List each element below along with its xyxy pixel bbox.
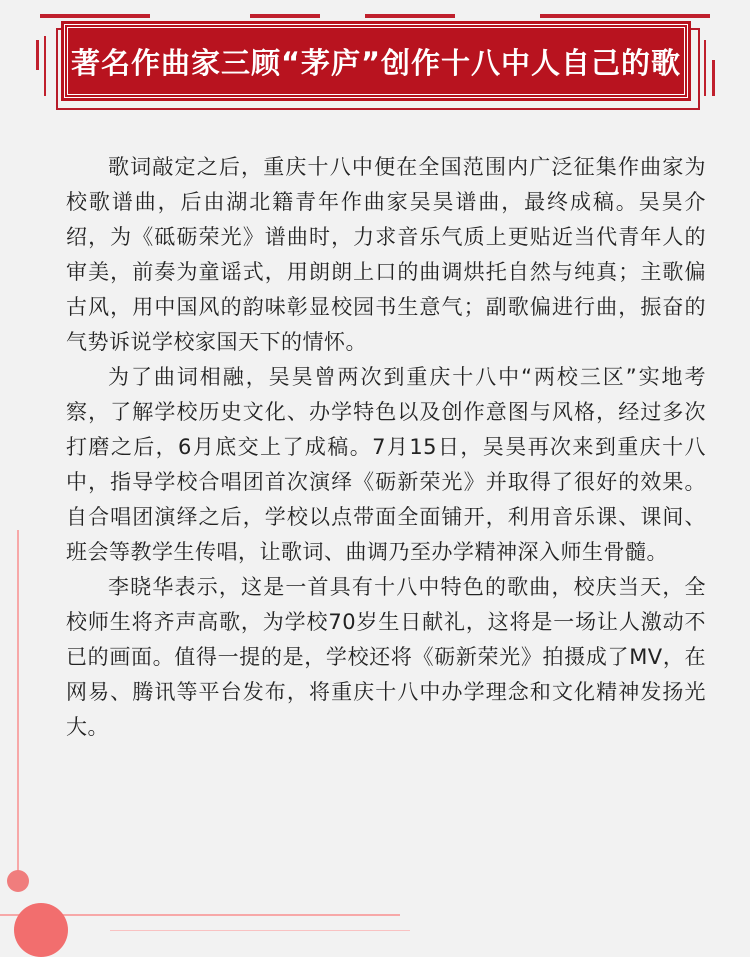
- article-paragraph-2: 为了曲词相融，吴昊曾两次到重庆十八中“两校三区”实地考察，了解学校历史文化、办学特色以及创作意图与风格，经过多次打磨之后，6月底交上了成稿。7月15日，吴昊再次来到重庆十八中，指导学校合唱团首次演绎《砺新荣光》并取得了很好的效果。自合唱团演绎之后，学校以点带面全面铺开，利用音乐课、课间、班会等教学生传唱，让歌词、曲调乃至办学精神深入师生骨髓。: [66, 365, 706, 564]
- article-paragraph-1: 歌词敲定之后，重庆十八中便在全国范围内广泛征集作曲家为校歌谱曲，后由湖北籍青年作曲家吴昊谱曲，最终成稿。吴昊介绍，为《砥砺荣光》谱曲时，力求音乐气质上更贴近当代青年人的审美，前奏为童谣式，用朗朗上口的曲调烘托自然与纯真；主歌偏古风，用中国风的韵味彰显校园书生意气；副歌偏进行曲，振奋的气势诉说学校家国天下的情怀。: [66, 155, 706, 354]
- top-dash-right: [365, 14, 455, 18]
- decor-vertical-line: [17, 530, 19, 880]
- top-dash-far-right: [540, 14, 710, 18]
- article-paragraph-3: 李晓华表示，这是一首具有十八中特色的歌曲，校庆当天，全校师生将齐声高歌，为学校70岁生日献礼，这将是一场让人激动不已的画面。值得一提的是，学校还将《砺新荣光》拍摄成了MV，在网易、腾讯等平台发布，将重庆十八中办学理念和文化精神发扬光大。: [66, 575, 706, 739]
- right-side-mark: [712, 60, 715, 96]
- article-body: [66, 150, 706, 745]
- decor-large-circle: [14, 903, 68, 957]
- decor-small-circle: [7, 870, 29, 892]
- decor-horizontal-line-2: [110, 930, 410, 931]
- left-side-mark-2: [44, 36, 46, 96]
- page-title: 著名作曲家三顾“茅庐”创作十八中人自己的歌: [70, 45, 682, 80]
- top-dash-mid: [250, 14, 320, 18]
- left-side-mark: [36, 40, 39, 70]
- right-side-mark-2: [704, 40, 706, 96]
- top-dash-left: [40, 14, 150, 18]
- title-banner: [64, 24, 688, 98]
